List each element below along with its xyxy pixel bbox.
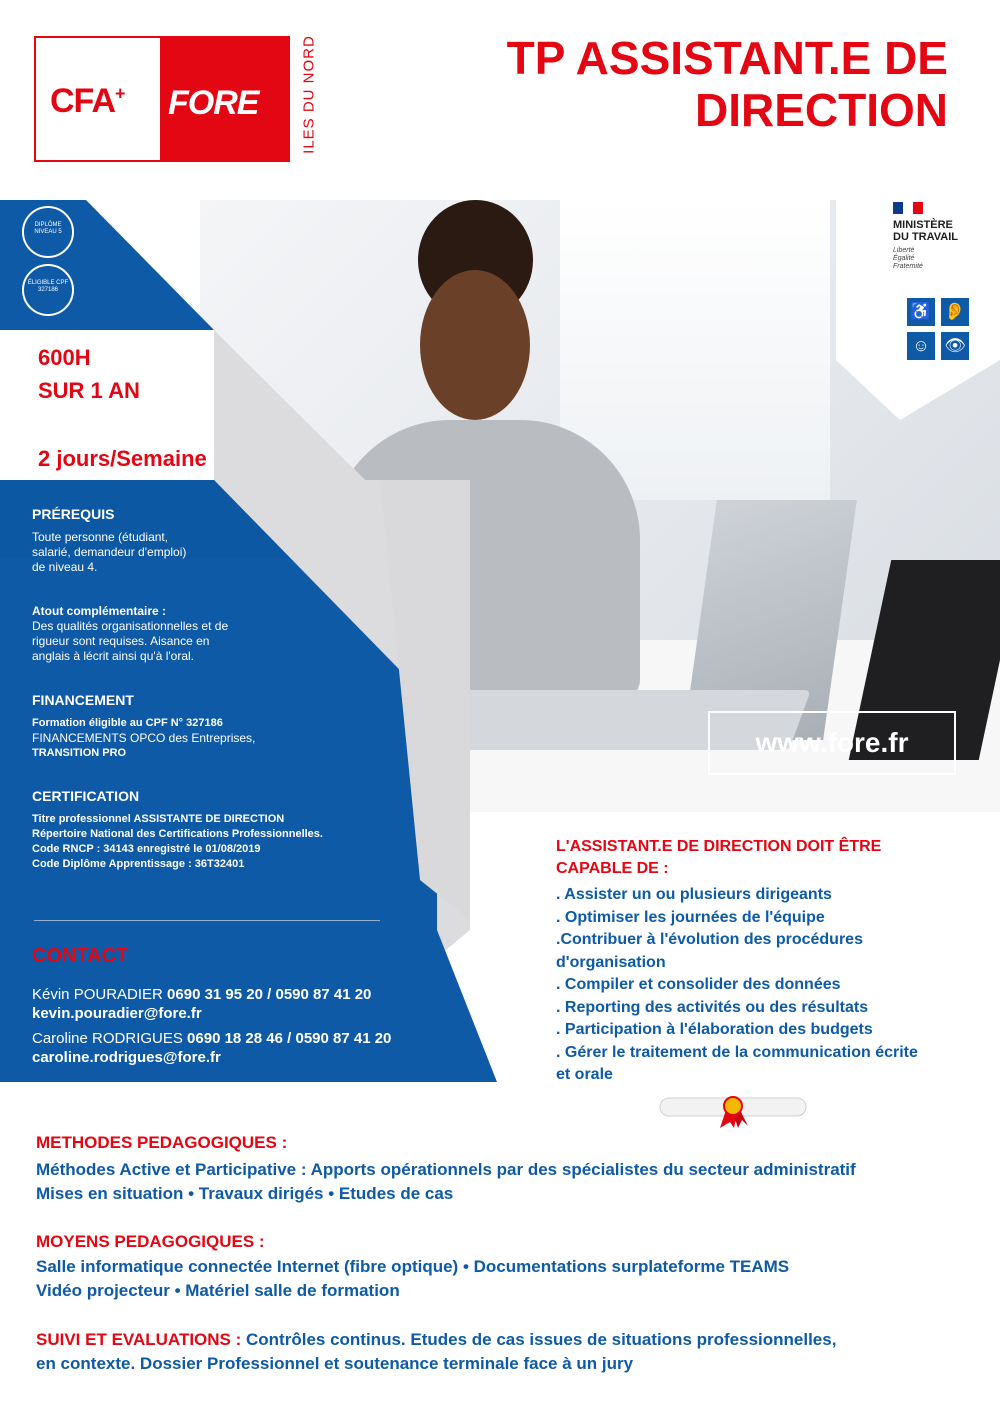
methodes-heading: METHODES PEDAGOGIQUES : [36, 1133, 288, 1152]
certification-text: Titre professionnel ASSISTANTE DE DIRECTION Répertoire National des Certifications Professionnelles. Code RNCP : 34143 enregistré le 01/08/2019 Code Diplôme Apprentissage : 36T32401 [32, 813, 323, 870]
moyens-heading: MOYENS PEDAGOGIQUES : [36, 1232, 265, 1251]
ministry-name: MINISTÈRE DU TRAVAIL [893, 219, 958, 243]
financement-heading: FINANCEMENT [32, 692, 134, 708]
page-title-line1: TP ASSISTANT.E DE [506, 32, 948, 84]
list-item: . Reporting des activités ou des résultats [556, 998, 869, 1016]
contact-email-2[interactable]: caroline.rodrigues@fore.fr [32, 1049, 221, 1066]
badge-diplome: DIPLÔME NIVEAU 5 [22, 206, 74, 258]
capabilities-heading: L'ASSISTANT.E DE DIRECTION DOIT ÊTRE CAPABLE DE : [556, 838, 882, 877]
moyens-text: Salle informatique connectée Internet (fibre optique) • Documentations surplateforme TEAMS Vidéo projecteur • Matériel salle de formation [36, 1257, 790, 1300]
contact-person-2: Caroline RODRIGUES 0690 18 28 46 / 0590 87 41 20 caroline.rodrigues@fore.fr [32, 1029, 482, 1067]
hearing-icon: 👂 [941, 298, 969, 326]
website-link[interactable]: www.fore.fr [708, 711, 956, 775]
logo-fore-text: FORE [168, 84, 259, 122]
contact-person-1: Kévin POURADIER 0690 31 95 20 / 0590 87 41 20 kevin.pouradier@fore.fr [32, 985, 482, 1023]
methodes-text: Méthodes Active et Participative : Apports opérationnels par des spécialistes du secteur administratif Mises en situation • Travaux dirigés • Etudes de cas [36, 1160, 856, 1203]
logo-side-text: ILES DU NORD [300, 35, 318, 154]
suivi-text: SUIVI ET EVALUATIONS : Contrôles continus. Etudes de cas issues de situations professionnelles, en contexte. Dossier Professionnel et soutenance terminale face à un jury [36, 1330, 837, 1373]
logo-cfa-text: CFA+ [50, 82, 125, 120]
capabilities-list [556, 884, 986, 1087]
mental-icon: ☺ [907, 332, 935, 360]
ministry-motto: Liberté Égalité Fraternité [893, 247, 923, 270]
divider [34, 920, 380, 921]
financement-text: Formation éligible au CPF N° 327186 FINANCEMENTS OPCO des Entreprises, TRANSITION PRO [32, 717, 256, 759]
prerequis-text: Toute personne (étudiant, salarié, demandeur d'emploi) de niveau 4. [32, 530, 187, 574]
prerequis-heading: PRÉREQUIS [32, 506, 115, 522]
badge-cpf: ÉLIGIBLE CPF 327186 [22, 264, 74, 316]
duration: SUR 1 AN [38, 378, 140, 403]
list-item: . Assister un ou plusieurs dirigeants [556, 886, 832, 903]
visual-icon: 👁 [941, 332, 969, 360]
list-item: .Contribuer à l'évolution des procédures [556, 931, 863, 948]
list-item: et orale [556, 1066, 613, 1083]
wheelchair-icon: ♿ [907, 298, 935, 326]
certification-heading: CERTIFICATION [32, 788, 140, 804]
hours: 600H [38, 345, 91, 370]
list-item: . Participation à l'élaboration des budgets [556, 1021, 873, 1038]
rhythm: 2 jours/Semaine [38, 446, 207, 471]
diploma-icon [658, 1090, 808, 1130]
list-item: . Compiler et consolider des données [556, 976, 841, 993]
list-item: d'organisation [556, 953, 666, 971]
marianne-flag-icon [893, 202, 923, 214]
list-item: . Optimiser les journées de l'équipe [556, 908, 825, 926]
atout-text: Atout complémentaire : Des qualités organisationnelles et de rigueur sont requises. Aisance en anglais à lécrit ainsi qu'à l'oral. [32, 604, 229, 663]
contact-heading: CONTACT [32, 945, 129, 967]
contact-email-1[interactable]: kevin.pouradier@fore.fr [32, 1005, 202, 1022]
suivi-heading: SUIVI ET EVALUATIONS : [36, 1330, 242, 1349]
page-title-line2: DIRECTION [695, 84, 948, 136]
list-item: . Gérer le traitement de la communication écrite [556, 1043, 918, 1061]
